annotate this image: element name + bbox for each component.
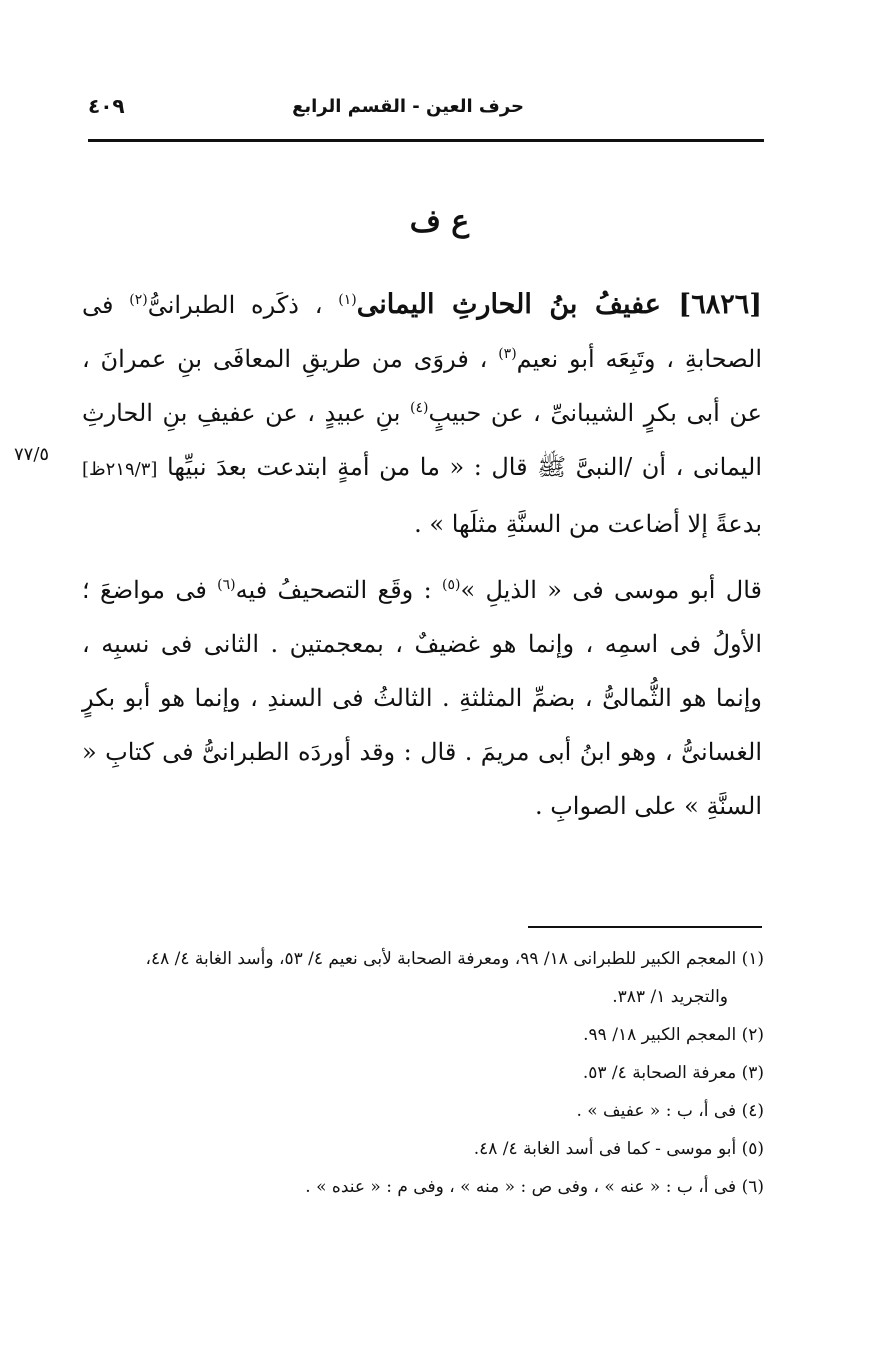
text-segment: ، ذكَره الطبرانىُّ: [147, 291, 323, 319]
footnote-ref-3: (٣): [498, 346, 517, 362]
margin-note: ٧٧/٥: [14, 444, 50, 465]
footnote-rule: [528, 926, 762, 928]
text-segment: بنِ عبيدٍ ، عن عفيفِ بنِ الحارثِ اليمانى ، أن /النبىَّ ﷺ قال : « ما من أمةٍ ابتدعت بعدَ نبيِّها: [82, 399, 762, 481]
footnote-item: (٤) فى أ، ب : « عفيف » .: [576, 1101, 764, 1121]
footnote-ref-5: (٥): [442, 577, 461, 593]
text-segment: قال أبو موسى فى « الذيلِ »: [460, 576, 762, 604]
text-segment: : وقَع التصحيفُ فيه: [235, 576, 432, 604]
volume-page-ref: [٢١٩/٣ظ]: [82, 459, 158, 480]
section-heading: ع ف: [409, 204, 470, 239]
footnote-ref-6: (٦): [217, 577, 236, 593]
footnote-item: (٦) فى أ، ب : « عنه » ، وفى ص : « منه » ، وفى م : « عنده » .: [305, 1177, 764, 1197]
header-title: حرف العين - القسم الرابع: [292, 96, 524, 117]
footnote-ref-4: (٤): [410, 400, 429, 416]
text-segment: فى مواضعَ ؛ الأولُ فى اسمِه ، وإنما هو غضيفٌ ، بمعجمتين . الثانى فى نسبِه ، وإنما هو الثُّمالىُّ ، بضمِّ المثلثةِ . الثالثُ فى السندِ ، وإنما هو أبو بكرٍ الغسانىُّ ، وهو ابنُ أبى مريمَ . قال : وقد أوردَه الطبرانىُّ فى كتابِ « السنَّةِ » على الصوابِ .: [82, 576, 762, 820]
footnote-ref-1: (١): [338, 292, 357, 308]
text-segment: بدعةً إلا أضاعت من السنَّةِ مثلَها » .: [414, 510, 762, 538]
text-segment: ، فروَى من طريقِ المعافَى بنِ عمرانَ ، عن أبى بكرٍ الشيبانىِّ ، عن حبيبٍ: [82, 345, 762, 427]
footnotes: [60, 940, 764, 1206]
footnote-ref-2: (٢): [129, 292, 148, 308]
body-text: [82, 278, 762, 845]
footnote-item: (٢) المعجم الكبير ١٨/ ٩٩.: [583, 1025, 764, 1045]
entry-heading: [٦٨٢٦] عفيفُ بنُ الحارثِ اليمانى: [356, 289, 762, 320]
footnote-continuation: والتجريد ١/ ٣٨٣.: [612, 987, 728, 1007]
page-number: ٤٠٩: [88, 94, 125, 118]
running-header: [88, 92, 764, 128]
footnote-item: (١) المعجم الكبير للطبرانى ١٨/ ٩٩، ومعرفة الصحابة لأبى نعيم ٤/ ٥٣، وأسد الغابة ٤/ ٤٨،: [145, 949, 764, 969]
paragraph-commentary: [82, 563, 762, 833]
footnote-item: (٥) أبو موسى - كما فى أسد الغابة ٤/ ٤٨.: [473, 1139, 764, 1159]
footnote-item: (٣) معرفة الصحابة ٤/ ٥٣.: [582, 1063, 764, 1083]
paragraph-entry: [82, 278, 762, 551]
text-segment: فى الصحابةِ ، وتَبِعَه أبو نعيم: [82, 291, 762, 373]
header-rule: [88, 139, 764, 142]
